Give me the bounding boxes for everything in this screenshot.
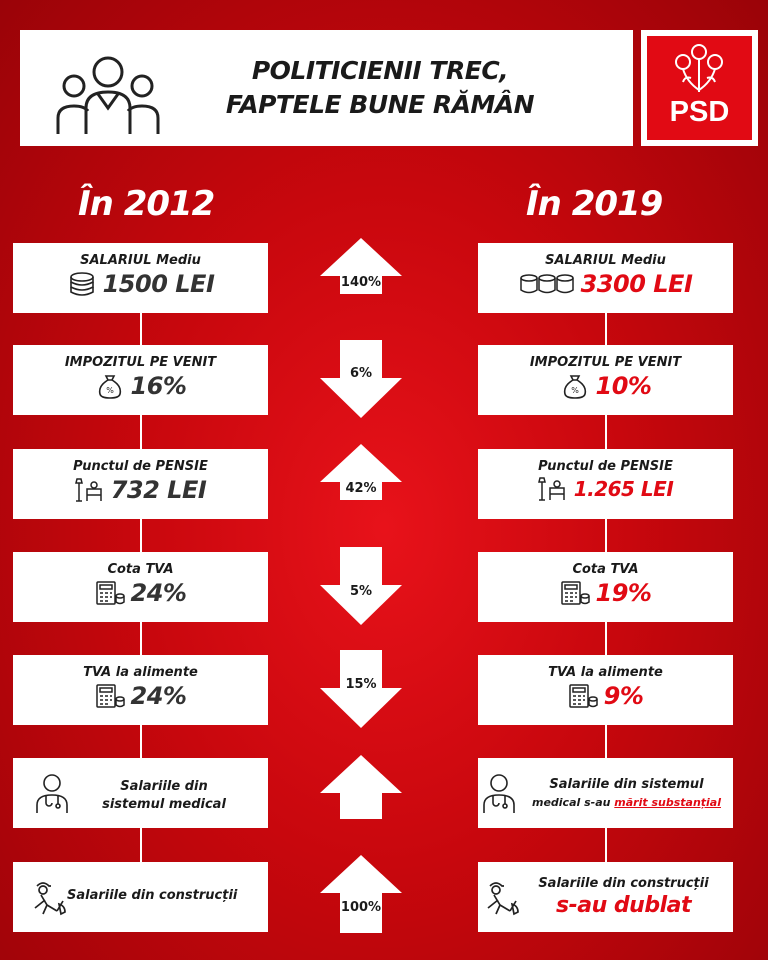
people-group-icon xyxy=(52,46,164,136)
title-line-1: POLITICIENII TREC, xyxy=(251,56,509,85)
pension-label: Punctul de PENSIE xyxy=(73,459,208,474)
psd-logo xyxy=(641,30,758,146)
tax-2012-value: 16% xyxy=(130,372,187,400)
arrow-up-icon xyxy=(320,755,402,833)
tax-2019-value: 10% xyxy=(595,372,652,400)
doctor-icon xyxy=(35,772,69,814)
salary-2012-value: 1500 LEI xyxy=(102,270,215,298)
svg-text:%: % xyxy=(570,386,579,395)
pension-label: Punctul de PENSIE xyxy=(538,459,673,474)
roses-icon xyxy=(669,42,729,94)
salary-2019-box xyxy=(478,243,733,313)
medical-right-line-1: Salariile din sistemul xyxy=(549,777,704,792)
food-vat-2012-value: 24% xyxy=(130,682,187,710)
pension-change: 42% xyxy=(345,481,377,496)
doctor-icon xyxy=(482,772,516,814)
page-title xyxy=(170,54,590,122)
pension-2019-box xyxy=(478,449,733,519)
food-vat-label: TVA la alimente xyxy=(83,665,198,680)
money-bag-icon xyxy=(560,373,590,399)
salary-change: 140% xyxy=(340,275,382,290)
tax-change: 6% xyxy=(349,366,373,381)
calculator-icon xyxy=(568,683,598,709)
vat-label: Cota TVA xyxy=(572,562,639,577)
calculator-icon xyxy=(95,683,125,709)
vat-label: Cota TVA xyxy=(107,562,174,577)
construction-2019-box xyxy=(478,862,733,932)
pension-2012-box xyxy=(13,449,268,519)
calculator-icon xyxy=(560,580,590,606)
medical-right-line-2a: medical s-au xyxy=(531,796,615,809)
tax-2012-box xyxy=(13,345,268,415)
construction-left-text: Salariile din construcții xyxy=(67,888,238,903)
food-vat-2019-value: 9% xyxy=(603,682,644,710)
vat-2019-box xyxy=(478,552,733,622)
medical-left-line-2: sistemul medical xyxy=(102,797,226,812)
construction-worker-icon xyxy=(29,878,69,916)
coins-icon xyxy=(67,271,97,297)
salary-2012-box xyxy=(13,243,268,313)
vat-2019-value: 19% xyxy=(595,579,652,607)
construction-change: 100% xyxy=(340,900,382,915)
medical-2019-box xyxy=(478,758,733,828)
year-left: În 2012 xyxy=(78,184,215,224)
construction-right-text: Salariile din construcții xyxy=(538,876,709,891)
food-vat-2019-box xyxy=(478,655,733,725)
medical-left-line-1: Salariile din xyxy=(120,779,208,794)
food-vat-2012-box xyxy=(13,655,268,725)
tax-2019-box xyxy=(478,345,733,415)
salary-2019-value: 3300 LEI xyxy=(580,270,693,298)
construction-right-highlight: s-au dublat xyxy=(556,893,691,918)
svg-text:%: % xyxy=(105,386,114,395)
logo-text: PSD xyxy=(669,96,730,128)
tax-label: IMPOZITUL PE VENIT xyxy=(529,355,682,370)
medical-2012-box xyxy=(13,758,268,828)
pension-2012-value: 732 LEI xyxy=(110,476,207,504)
salary-label: SALARIUL Mediu xyxy=(545,253,666,268)
vat-change: 5% xyxy=(349,584,373,599)
armchair-lamp-icon xyxy=(538,476,568,502)
vat-2012-value: 24% xyxy=(130,579,187,607)
armchair-lamp-icon xyxy=(75,477,105,503)
food-vat-change: 15% xyxy=(345,677,377,692)
coins-icon xyxy=(519,272,575,296)
food-vat-label: TVA la alimente xyxy=(548,665,663,680)
title-line-2: FAPTELE BUNE RĂMÂN xyxy=(225,90,535,119)
calculator-icon xyxy=(95,580,125,606)
medical-right-highlight: mărit substanțial xyxy=(614,796,721,809)
arrow-up-icon xyxy=(320,855,402,933)
pension-2019-value: 1.265 LEI xyxy=(573,477,674,501)
salary-label: SALARIUL Mediu xyxy=(80,253,201,268)
tax-label: IMPOZITUL PE VENIT xyxy=(64,355,217,370)
header-banner xyxy=(20,30,633,146)
money-bag-icon xyxy=(95,373,125,399)
year-right: În 2019 xyxy=(526,184,663,224)
construction-2012-box xyxy=(13,862,268,932)
vat-2012-box xyxy=(13,552,268,622)
